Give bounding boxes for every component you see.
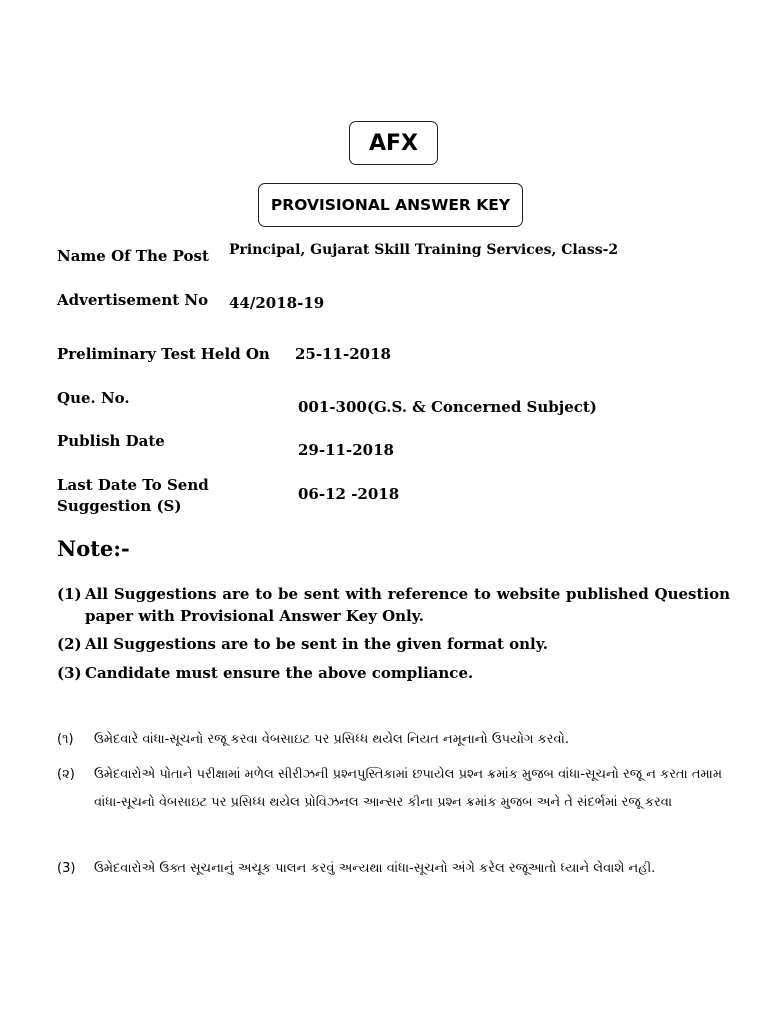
question-number-label: Que. No. <box>57 389 130 407</box>
gujarati-note-item <box>57 761 727 817</box>
note-text: All Suggestions are to be sent with reference to website published Question paper with Provisional Answer Key Only. <box>85 585 730 625</box>
publish-date-value: 29-11-2018 <box>298 441 394 459</box>
gujarati-note-text: ઉમેદવારે વાંધા-સૂચનો રજૂ કરવા વેબસાઇટ પર પ્રસિધ્ધ થયેલ નિયત નમૂનાનો ઉપયોગ કરવો. <box>94 732 569 747</box>
test-date-value: 25-11-2018 <box>295 345 391 363</box>
last-date-label-line1: Last Date To Send <box>57 476 209 494</box>
gujarati-note-item <box>57 726 727 754</box>
note-number: (1) <box>57 585 82 603</box>
note-item <box>57 583 730 627</box>
paper-code-box <box>349 121 438 165</box>
note-text: All Suggestions are to be sent in the given format only. <box>85 635 548 653</box>
paper-code: AFX <box>368 130 419 156</box>
page-title: PROVISIONAL ANSWER KEY <box>270 196 511 214</box>
gujarati-note-number: (૧) <box>57 732 74 747</box>
advertisement-label: Advertisement No <box>57 291 209 309</box>
title-box <box>258 183 523 227</box>
note-number: (2) <box>57 635 82 653</box>
note-text: Candidate must ensure the above compliance. <box>85 664 474 682</box>
gujarati-note-text: ઉમેદવારોએ ઉક્ત સૂચનાનું અચૂક પાલન કરવું અન્યથા વાંધા-સૂચનો અંગે કરેલ રજૂઆતો ધ્યાને લેવાશે નહી. <box>94 861 656 876</box>
gujarati-note-number: (3) <box>57 861 76 876</box>
advertisement-value: 44/2018-19 <box>229 294 325 312</box>
post-value: Principal, Gujarat Skill Training Services, Class-2 <box>229 242 619 258</box>
gujarati-note-text: ઉમેદવારોએ પોતાને પરીક્ષામાં મળેલ સીરીઝની પ્રશ્નપુસ્તિકામાં છપાયેલ પ્રશ્ન ક્રમાંક મુજબ વાંધા-સૂચનો રજૂ ન કરતા તમામ વાંધા-સૂચનો વેબસાઇટ પર પ્રસિધ્ધ થયેલ પ્રોવિઝનલ આન્સર કીના પ્રશ્ન ક્રમાંક મુજબ અને તે સંદર્ભમાં રજૂ કરવા <box>94 767 723 810</box>
last-date-label-line2: Suggestion (S) <box>57 497 182 515</box>
post-label: Name Of The Post <box>57 247 209 265</box>
note-number: (3) <box>57 664 82 682</box>
gujarati-note-item <box>57 855 727 883</box>
note-heading: Note:- <box>57 536 130 561</box>
test-date-label: Preliminary Test Held On <box>57 345 270 363</box>
note-item <box>57 662 730 684</box>
note-item <box>57 633 730 655</box>
question-number-value: 001-300(G.S. & Concerned Subject) <box>298 398 597 416</box>
publish-date-label: Publish Date <box>57 432 165 450</box>
last-date-value: 06-12 -2018 <box>298 485 400 503</box>
gujarati-note-number: (૨) <box>57 767 75 782</box>
